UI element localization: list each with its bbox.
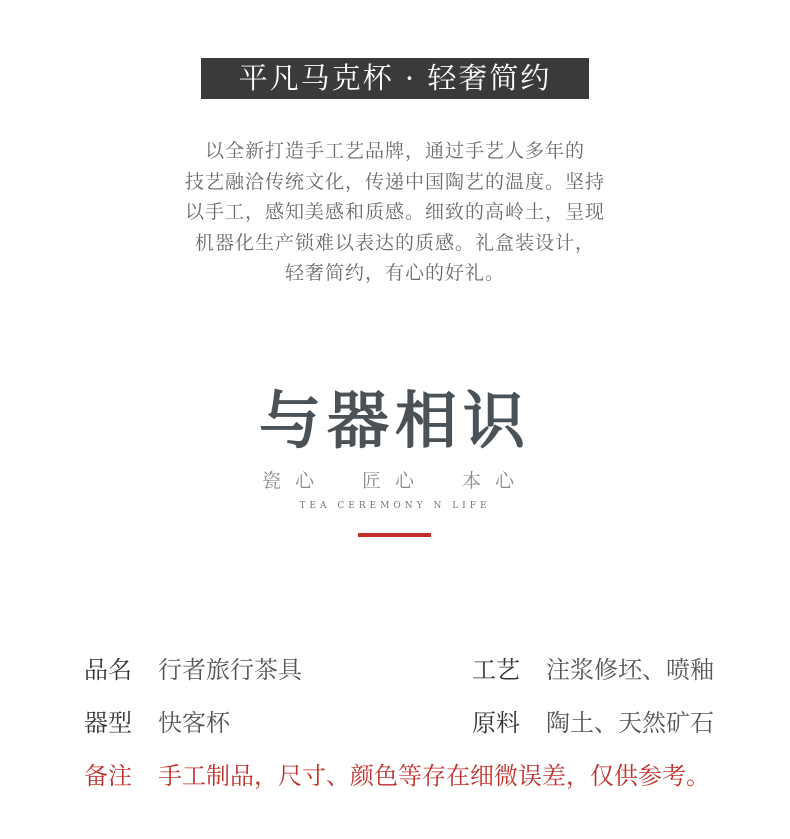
spec-value: 陶土、天然矿石 [546,709,714,737]
spec-note [84,759,710,793]
spec-value: 手工制品，尺寸、颜色等存在细微误差，仅供参考。 [158,762,710,790]
intro-line: 机器化生产锁难以表达的质感。礼盒装设计， [194,231,595,254]
intro-line: 技艺融洽传统文化，传递中国陶艺的温度。坚持 [184,170,605,193]
spec-vessel-type [84,706,230,740]
spec-craft [472,653,714,687]
accent-divider [358,533,431,537]
spec-product-name [84,653,302,687]
spec-label: 器型 [84,709,132,737]
tagline-english: TEA CEREMONY N LIFE [299,501,491,511]
spec-label: 工艺 [472,656,520,684]
spec-label: 备注 [84,762,132,790]
intro-line: 轻奢简约，有心的好礼。 [284,262,505,284]
spec-value: 快客杯 [158,709,230,737]
intro-line: 以全新打造手工艺品牌，通过手艺人多年的 [204,140,585,162]
title-banner: 平凡马克杯 · 轻奢简约 [201,58,589,99]
tagline [0,467,790,495]
intro-paragraph [95,136,695,289]
spec-value: 注浆修坯、喷釉 [546,656,714,684]
spec-value: 行者旅行茶具 [158,656,302,684]
section-heading: 与器相识 [258,384,531,457]
spec-material [472,706,714,740]
tagline-item: 本心 [462,470,529,492]
tagline-item: 匠心 [361,470,428,492]
tagline-item: 瓷心 [261,470,328,492]
spec-label: 品名 [84,656,132,684]
spec-label: 原料 [472,709,520,737]
intro-line: 以手工，感知美感和质感。细致的高岭土，呈现 [184,201,605,223]
